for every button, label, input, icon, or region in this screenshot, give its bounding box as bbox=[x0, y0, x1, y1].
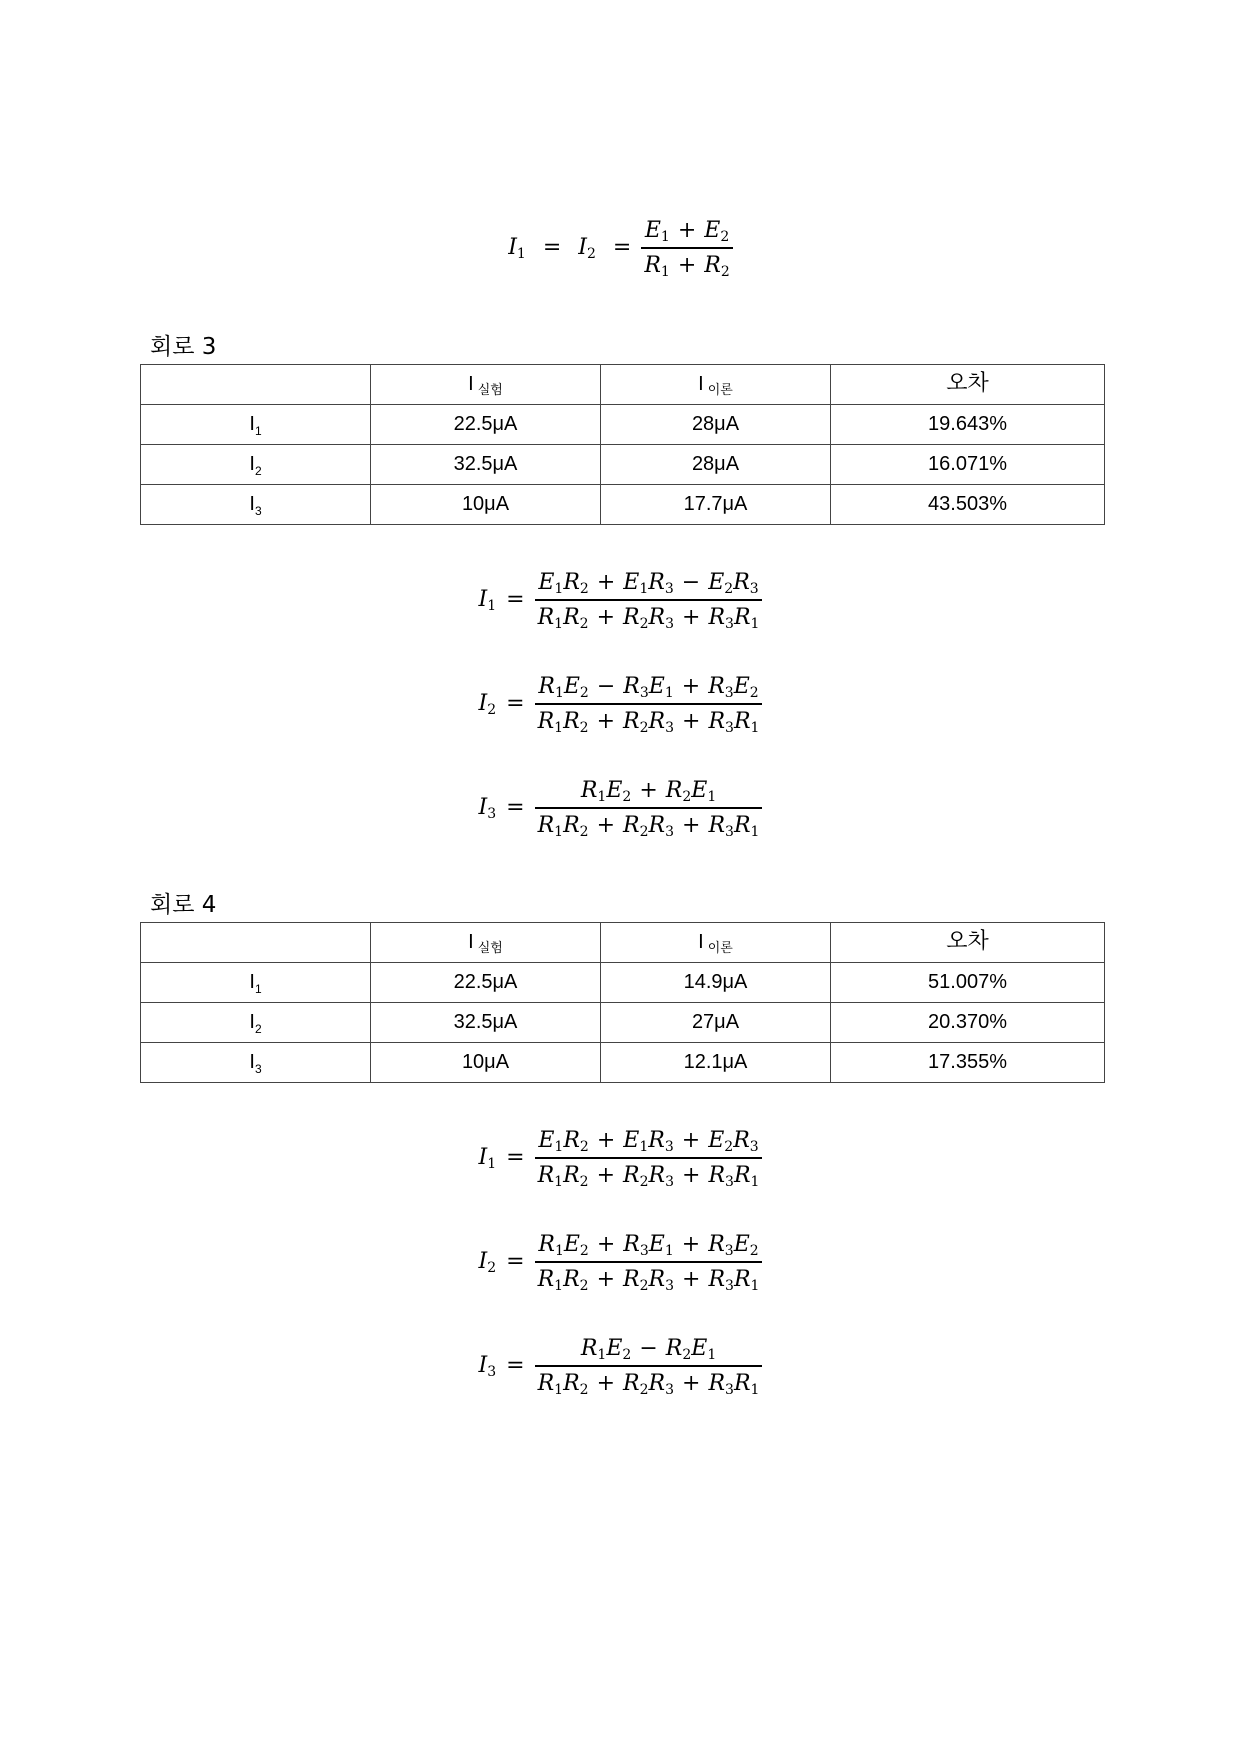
subscript: 2 bbox=[487, 702, 497, 719]
math-variable: R bbox=[648, 812, 666, 838]
table-row bbox=[141, 405, 1105, 445]
subscript: 3 bbox=[749, 581, 759, 597]
equals-sign: = bbox=[506, 587, 525, 613]
math-variable: R bbox=[648, 1162, 666, 1188]
subscript: 3 bbox=[665, 1277, 675, 1294]
subscript: 3 bbox=[725, 1381, 734, 1398]
denominator bbox=[535, 601, 763, 632]
row-label-main: I bbox=[249, 1051, 255, 1073]
math-variable: R bbox=[665, 1336, 683, 1361]
math-variable: E bbox=[623, 570, 640, 595]
subscript: 1 bbox=[554, 685, 564, 701]
header-error-label: 오차 bbox=[946, 370, 989, 395]
subscript: 1 bbox=[707, 1347, 717, 1363]
subscript: 3 bbox=[724, 1243, 734, 1259]
table-row bbox=[141, 485, 1105, 525]
math-variable: E bbox=[538, 570, 555, 595]
math-variable: R bbox=[648, 1370, 666, 1396]
row-label-main: I bbox=[249, 971, 255, 993]
operator: + bbox=[596, 1162, 616, 1188]
subscript: 3 bbox=[665, 615, 675, 632]
row-label bbox=[141, 485, 371, 525]
header-main: I bbox=[468, 931, 474, 953]
operator: + bbox=[596, 570, 616, 595]
row-label bbox=[141, 1043, 371, 1083]
numerator bbox=[535, 676, 761, 703]
subscript: 2 bbox=[720, 263, 730, 280]
subscript: 2 bbox=[724, 1139, 734, 1155]
math-variable: E bbox=[648, 1232, 665, 1257]
header-experimental bbox=[371, 923, 601, 963]
operator: + bbox=[681, 1128, 701, 1153]
subscript: 2 bbox=[682, 789, 692, 805]
subscript: 1 bbox=[750, 823, 760, 840]
math-variable: E bbox=[733, 674, 750, 699]
header-main: I bbox=[698, 373, 704, 395]
section-heading-circuit-4: 회로 4 bbox=[150, 892, 217, 918]
subscript: 1 bbox=[750, 719, 760, 736]
math-variable: R bbox=[733, 1266, 751, 1292]
subscript: 3 bbox=[639, 1243, 649, 1259]
math-variable: R bbox=[733, 604, 751, 630]
math-variable: R bbox=[623, 1232, 640, 1257]
math-variable: E bbox=[691, 1336, 708, 1361]
math-variable: R bbox=[538, 1232, 555, 1257]
subscript: 3 bbox=[725, 823, 734, 840]
math-variable: R bbox=[733, 1370, 751, 1396]
operator: + bbox=[596, 604, 616, 630]
fraction bbox=[535, 1232, 763, 1294]
formula-lhs bbox=[478, 1249, 535, 1277]
row-label-main: I bbox=[249, 413, 255, 435]
formula-lhs bbox=[478, 587, 535, 615]
math-variable: R bbox=[708, 812, 726, 838]
var-i: I bbox=[478, 691, 488, 717]
cell-theoretical: 28μA bbox=[601, 405, 831, 445]
subscript: 3 bbox=[725, 1173, 734, 1190]
subscript: 2 bbox=[579, 719, 589, 736]
subscript: 2 bbox=[579, 1277, 589, 1294]
section-heading-circuit-3: 회로 3 bbox=[150, 334, 217, 360]
formula-circuit3-i1 bbox=[0, 570, 1241, 632]
subscript: 2 bbox=[579, 581, 589, 597]
subscript: 1 bbox=[664, 1243, 674, 1259]
subscript: 2 bbox=[579, 615, 589, 632]
subscript: 1 bbox=[639, 581, 649, 597]
subscript: 1 bbox=[707, 789, 717, 805]
math-variable: R bbox=[538, 674, 555, 699]
math-variable: E bbox=[606, 778, 623, 803]
subscript: 2 bbox=[622, 789, 632, 805]
subscript: 1 bbox=[750, 615, 760, 632]
formula-lhs bbox=[478, 795, 535, 823]
operator: + bbox=[682, 1162, 701, 1188]
row-label bbox=[141, 445, 371, 485]
results-table-circuit-3 bbox=[140, 364, 1105, 525]
subscript: 1 bbox=[664, 685, 674, 701]
table-header-row bbox=[141, 923, 1105, 963]
operator: + bbox=[682, 1266, 701, 1292]
header-experimental bbox=[371, 365, 601, 405]
math-variable: E bbox=[623, 1128, 640, 1153]
equals-sign: = bbox=[506, 1249, 525, 1275]
equals-sign: = bbox=[506, 1145, 525, 1171]
math-variable: R bbox=[708, 1232, 725, 1257]
math-variable: E bbox=[538, 1128, 555, 1153]
var-i: I bbox=[478, 1249, 488, 1275]
numerator bbox=[642, 220, 732, 247]
row-label-subscript: 2 bbox=[254, 1022, 262, 1036]
subscript: 3 bbox=[487, 806, 497, 823]
subscript: 2 bbox=[622, 1347, 632, 1363]
subscript: 1 bbox=[660, 263, 670, 280]
math-variable: R bbox=[708, 1266, 726, 1292]
header-error-label: 오차 bbox=[946, 928, 989, 953]
subscript: 3 bbox=[725, 615, 734, 632]
subscript: 3 bbox=[665, 1173, 675, 1190]
formula-lhs bbox=[478, 1145, 535, 1173]
operator: + bbox=[681, 674, 701, 699]
var-i: I bbox=[478, 795, 488, 821]
cell-experimental: 32.5μA bbox=[371, 1003, 601, 1043]
table-row bbox=[141, 445, 1105, 485]
row-label-subscript: 2 bbox=[254, 464, 262, 478]
formula-circuit3-i3 bbox=[0, 778, 1241, 840]
table-header-row bbox=[141, 365, 1105, 405]
subscript: 1 bbox=[750, 1173, 760, 1190]
math-variable: R bbox=[708, 604, 726, 630]
math-variable: R bbox=[563, 812, 580, 838]
subscript: 2 bbox=[579, 685, 589, 701]
operator: + bbox=[596, 1232, 616, 1257]
row-label-subscript: 1 bbox=[254, 424, 262, 438]
formula-i1-equals-i2 bbox=[0, 218, 1241, 280]
header-subscript: 실험 bbox=[477, 940, 503, 955]
denominator bbox=[535, 1263, 763, 1294]
operator: + bbox=[596, 812, 616, 838]
math-variable: R bbox=[563, 570, 580, 595]
row-label-main: I bbox=[249, 1011, 255, 1033]
subscript: 2 bbox=[724, 581, 734, 597]
header-theoretical bbox=[601, 923, 831, 963]
subscript: 1 bbox=[487, 598, 497, 615]
subscript: 3 bbox=[665, 1381, 675, 1398]
math-variable: E bbox=[606, 1336, 623, 1361]
var-i: I bbox=[478, 1353, 488, 1379]
math-variable: R bbox=[708, 674, 725, 699]
var-i: I bbox=[508, 235, 517, 261]
math-variable: R bbox=[623, 812, 640, 838]
subscript: 3 bbox=[664, 1139, 674, 1155]
cell-experimental: 32.5μA bbox=[371, 445, 601, 485]
formula-lhs bbox=[478, 1353, 535, 1381]
subscript: 1 bbox=[554, 823, 564, 840]
operator: + bbox=[596, 1128, 616, 1153]
operator: − bbox=[596, 674, 616, 699]
math-variable: R bbox=[648, 604, 666, 630]
denominator bbox=[535, 705, 763, 736]
operator: − bbox=[639, 1336, 658, 1361]
math-variable: R bbox=[708, 1162, 726, 1188]
cell-theoretical: 27μA bbox=[601, 1003, 831, 1043]
subscript: 2 bbox=[579, 1173, 589, 1190]
subscript: 1 bbox=[554, 1381, 564, 1398]
math-variable: E bbox=[708, 1128, 725, 1153]
denominator bbox=[535, 1159, 763, 1190]
cell-theoretical: 14.9μA bbox=[601, 963, 831, 1003]
math-variable: R bbox=[623, 708, 640, 734]
math-variable: R bbox=[733, 1128, 750, 1153]
math-variable: E bbox=[733, 1232, 750, 1257]
math-variable: R bbox=[665, 778, 683, 803]
math-variable: E bbox=[648, 674, 665, 699]
math-variable: R bbox=[623, 1266, 640, 1292]
math-variable: R bbox=[537, 604, 555, 630]
formula-lhs bbox=[508, 235, 641, 263]
header-subscript: 이론 bbox=[707, 382, 733, 397]
denominator bbox=[641, 249, 732, 280]
cell-error: 43.503% bbox=[831, 485, 1105, 525]
subscript: 3 bbox=[487, 1364, 497, 1381]
subscript: 2 bbox=[749, 685, 759, 701]
header-subscript: 실험 bbox=[477, 382, 503, 397]
subscript: 1 bbox=[597, 1347, 607, 1363]
subscript: 2 bbox=[639, 719, 649, 736]
subscript: 3 bbox=[665, 823, 675, 840]
cell-experimental: 22.5μA bbox=[371, 963, 601, 1003]
subscript: 1 bbox=[750, 1277, 760, 1294]
numerator bbox=[578, 1338, 719, 1365]
equals-sign: = bbox=[506, 691, 525, 717]
numerator bbox=[535, 572, 761, 599]
subscript: 2 bbox=[579, 1381, 589, 1398]
equals-sign: = bbox=[542, 235, 562, 261]
subscript: 3 bbox=[724, 685, 734, 701]
math-variable: R bbox=[537, 812, 555, 838]
subscript: 1 bbox=[554, 1139, 564, 1155]
subscript: 1 bbox=[554, 581, 564, 597]
math-variable: R bbox=[563, 604, 580, 630]
var-i: I bbox=[478, 587, 488, 613]
math-variable: R bbox=[580, 778, 598, 803]
subscript: 2 bbox=[639, 1381, 649, 1398]
math-variable: R bbox=[708, 1370, 726, 1396]
header-empty bbox=[141, 923, 371, 963]
row-label bbox=[141, 1003, 371, 1043]
row-label-subscript: 3 bbox=[254, 1062, 262, 1076]
fraction bbox=[535, 778, 763, 840]
subscript: 2 bbox=[487, 1260, 497, 1277]
operator: + bbox=[681, 1232, 701, 1257]
operator: − bbox=[681, 570, 701, 595]
math-variable: R bbox=[733, 708, 751, 734]
fraction bbox=[535, 674, 763, 736]
subscript: 3 bbox=[749, 1139, 759, 1155]
subscript: 2 bbox=[720, 229, 730, 245]
subscript: 1 bbox=[554, 1243, 564, 1259]
math-variable: R bbox=[537, 708, 555, 734]
fraction bbox=[641, 218, 732, 280]
math-variable: R bbox=[563, 1128, 580, 1153]
subscript: 2 bbox=[639, 1173, 649, 1190]
subscript: 3 bbox=[664, 581, 674, 597]
operator: + bbox=[682, 812, 701, 838]
subscript: 2 bbox=[639, 823, 649, 840]
subscript: 2 bbox=[579, 1139, 589, 1155]
math-variable: R bbox=[537, 1266, 555, 1292]
cell-experimental: 10μA bbox=[371, 485, 601, 525]
math-variable: R bbox=[563, 1266, 580, 1292]
operator: + bbox=[682, 1370, 701, 1396]
subscript: 3 bbox=[725, 1277, 734, 1294]
row-label bbox=[141, 963, 371, 1003]
table-row bbox=[141, 1003, 1105, 1043]
math-variable: E bbox=[708, 570, 725, 595]
subscript: 2 bbox=[586, 246, 596, 263]
operator: + bbox=[682, 708, 701, 734]
math-variable: E bbox=[563, 1232, 580, 1257]
math-variable: E bbox=[704, 218, 721, 243]
equals-sign: = bbox=[612, 235, 632, 261]
formula-circuit4-i1 bbox=[0, 1128, 1241, 1190]
subscript: 1 bbox=[554, 1277, 564, 1294]
subscript: 1 bbox=[660, 229, 670, 245]
var-i: I bbox=[578, 235, 587, 261]
header-theoretical bbox=[601, 365, 831, 405]
cell-experimental: 22.5μA bbox=[371, 405, 601, 445]
math-variable: R bbox=[623, 604, 640, 630]
subscript: 1 bbox=[554, 719, 564, 736]
math-variable: R bbox=[708, 708, 726, 734]
operator: + bbox=[677, 218, 697, 243]
results-table-circuit-4 bbox=[140, 922, 1105, 1083]
row-label-main: I bbox=[249, 453, 255, 475]
math-variable: R bbox=[563, 708, 580, 734]
row-label-main: I bbox=[249, 493, 255, 515]
subscript: 1 bbox=[639, 1139, 649, 1155]
row-label-subscript: 3 bbox=[254, 504, 262, 518]
math-variable: R bbox=[648, 570, 665, 595]
cell-error: 17.355% bbox=[831, 1043, 1105, 1083]
subscript: 2 bbox=[579, 823, 589, 840]
math-variable: R bbox=[623, 1370, 640, 1396]
subscript: 3 bbox=[665, 719, 675, 736]
cell-theoretical: 12.1μA bbox=[601, 1043, 831, 1083]
fraction bbox=[535, 1336, 763, 1398]
numerator bbox=[535, 1234, 761, 1261]
math-variable: R bbox=[733, 1162, 751, 1188]
equals-sign: = bbox=[506, 795, 525, 821]
header-empty bbox=[141, 365, 371, 405]
operator: + bbox=[596, 1266, 616, 1292]
formula-circuit3-i2 bbox=[0, 674, 1241, 736]
cell-experimental: 10μA bbox=[371, 1043, 601, 1083]
table-row bbox=[141, 963, 1105, 1003]
math-variable: R bbox=[648, 1266, 666, 1292]
operator: + bbox=[596, 708, 616, 734]
var-i: I bbox=[478, 1145, 488, 1171]
operator: + bbox=[596, 1370, 616, 1396]
subscript: 1 bbox=[487, 1156, 497, 1173]
subscript: 2 bbox=[639, 615, 649, 632]
cell-theoretical: 17.7μA bbox=[601, 485, 831, 525]
math-variable: R bbox=[563, 1370, 580, 1396]
row-label bbox=[141, 405, 371, 445]
subscript: 1 bbox=[554, 615, 564, 632]
cell-error: 16.071% bbox=[831, 445, 1105, 485]
cell-error: 51.007% bbox=[831, 963, 1105, 1003]
subscript: 1 bbox=[554, 1173, 564, 1190]
subscript: 2 bbox=[749, 1243, 759, 1259]
table-row bbox=[141, 1043, 1105, 1083]
math-variable: R bbox=[537, 1162, 555, 1188]
equals-sign: = bbox=[506, 1353, 525, 1379]
subscript: 2 bbox=[639, 1277, 649, 1294]
math-variable: R bbox=[648, 1128, 665, 1153]
math-variable: R bbox=[623, 674, 640, 699]
math-variable: E bbox=[691, 778, 708, 803]
math-variable: R bbox=[704, 252, 721, 278]
math-variable: R bbox=[623, 1162, 640, 1188]
math-variable: E bbox=[563, 674, 580, 699]
row-label-subscript: 1 bbox=[254, 982, 262, 996]
math-variable: R bbox=[733, 570, 750, 595]
header-subscript: 이론 bbox=[707, 940, 733, 955]
formula-lhs bbox=[478, 691, 535, 719]
subscript: 3 bbox=[639, 685, 649, 701]
numerator bbox=[535, 1130, 761, 1157]
fraction bbox=[535, 570, 763, 632]
cell-error: 20.370% bbox=[831, 1003, 1105, 1043]
math-variable: R bbox=[537, 1370, 555, 1396]
header-error bbox=[831, 923, 1105, 963]
operator: + bbox=[682, 604, 701, 630]
math-variable: R bbox=[563, 1162, 580, 1188]
math-variable: R bbox=[733, 812, 751, 838]
denominator bbox=[535, 809, 763, 840]
cell-theoretical: 28μA bbox=[601, 445, 831, 485]
operator: + bbox=[677, 252, 697, 278]
operator: + bbox=[639, 778, 658, 803]
subscript: 1 bbox=[516, 246, 526, 263]
math-variable: R bbox=[648, 708, 666, 734]
cell-error: 19.643% bbox=[831, 405, 1105, 445]
subscript: 2 bbox=[682, 1347, 692, 1363]
header-main: I bbox=[468, 373, 474, 395]
subscript: 2 bbox=[579, 1243, 589, 1259]
denominator bbox=[535, 1367, 763, 1398]
header-error bbox=[831, 365, 1105, 405]
math-variable: R bbox=[580, 1336, 598, 1361]
subscript: 1 bbox=[597, 789, 607, 805]
subscript: 1 bbox=[750, 1381, 760, 1398]
math-variable: R bbox=[644, 252, 661, 278]
math-variable: E bbox=[644, 218, 661, 243]
header-main: I bbox=[698, 931, 704, 953]
subscript: 3 bbox=[725, 719, 734, 736]
formula-circuit4-i2 bbox=[0, 1232, 1241, 1294]
fraction bbox=[535, 1128, 763, 1190]
numerator bbox=[578, 780, 719, 807]
formula-circuit4-i3 bbox=[0, 1336, 1241, 1398]
